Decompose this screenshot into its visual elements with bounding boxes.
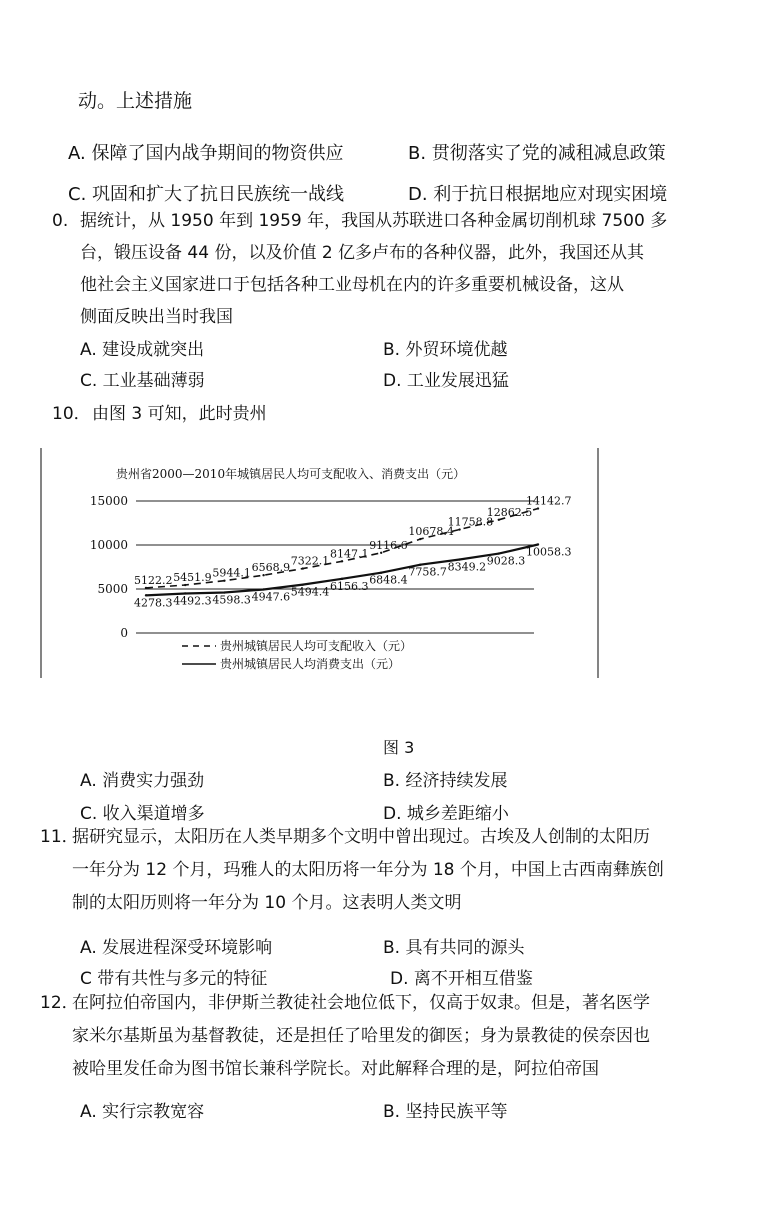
prev-option-a[interactable]: A. 保障了国内战争期间的物资供应: [68, 143, 344, 164]
chart-y-ticks: [90, 494, 128, 640]
income-point-2009: [498, 519, 500, 521]
income-label-2005: 8147.1: [330, 547, 369, 561]
q12-option-a[interactable]: A. 实行宗教宽容: [80, 1102, 205, 1122]
expense-label-2008: 8349.2: [447, 560, 487, 574]
chart-legend: [182, 638, 412, 671]
q12-number: 12．: [40, 993, 79, 1013]
chart-svg: [40, 444, 600, 680]
q11-option-d[interactable]: D. 离不开相互借鉴: [390, 969, 533, 989]
income-point-2006: [380, 552, 382, 554]
income-label-2010: 14142.7: [526, 494, 572, 508]
expense-label-2002: 4598.3: [212, 593, 251, 607]
q10-stem: 由图 3 可知，此时贵州: [92, 404, 267, 424]
prev-option-d[interactable]: D. 利于抗日根据地应对现实困境: [408, 184, 668, 205]
expense-label-2001: 4492.3: [173, 594, 212, 608]
y-tick-label-15000: 15000: [89, 494, 128, 508]
q9-stem-line-1: 据统计，从 1950 年到 1959 年，我国从苏联进口各种金属切削机球 7500 多: [80, 211, 668, 231]
q9-number: 0.: [52, 211, 69, 231]
q11-option-c[interactable]: C 带有共性与多元的特征: [80, 969, 268, 989]
legend-label-expense: 贵州城镇居民人均消费支出（元）: [220, 657, 401, 671]
income-point-2003: [262, 574, 264, 576]
prev-option-c[interactable]: C. 巩固和扩大了抗日民族统一战线: [68, 184, 345, 205]
q9-stem-line-4: 侧面反映出当时我国: [80, 307, 233, 327]
q11-option-a[interactable]: A. 发展进程深受环境影响: [80, 938, 273, 958]
y-tick-label-5000: 5000: [97, 582, 128, 596]
income-label-2009: 12862.5: [486, 505, 533, 519]
income-point-2005: [341, 560, 343, 562]
income-point-2000: [145, 587, 147, 589]
q12-stem-line-3: 被哈里发任命为图书馆长兼科学院长。对此解释合理的是，阿拉伯帝国: [72, 1059, 599, 1079]
q11-option-b[interactable]: B. 具有共同的源头: [383, 938, 525, 958]
q9-option-b[interactable]: B. 外贸环境优越: [383, 340, 508, 360]
expense-label-2010: 10058.3: [526, 545, 572, 559]
legend-label-income: 贵州城镇居民人均可支配收入（元）: [220, 639, 413, 653]
income-label-2002: 5944.1: [212, 566, 251, 580]
income-label-2008: 11758.8: [447, 515, 494, 529]
q11-stem-line-2: 一年分为 12 个月，玛雅人的太阳历将一年分为 18 个月，中国上古西南彝族创: [72, 860, 664, 880]
income-label-2004: 7322.1: [290, 554, 330, 568]
income-point-2002: [223, 579, 225, 581]
expense-label-2005: 6156.3: [330, 579, 369, 593]
q11-stem-line-3: 制的太阳历则将一年分为 10 个月。这表明人类文明: [72, 893, 462, 913]
q12-stem-line-1: 在阿拉伯帝国内，非伊斯兰教徒社会地位低下，仅高于奴隶。但是，著名医学: [72, 993, 650, 1013]
prev-option-b[interactable]: B. 贯彻落实了党的减租减息政策: [408, 143, 666, 164]
q9-stem-line-2: 台，锻压设备 44 份，以及价值 2 亿多卢布的各种仪器，此外，我国还从其: [80, 243, 645, 263]
y-tick-label-10000: 10000: [89, 538, 128, 552]
expense-label-2006: 6848.4: [369, 573, 408, 587]
income-point-2001: [184, 584, 186, 586]
income-point-2007: [419, 538, 421, 540]
q10-number: 10．: [52, 404, 91, 424]
q9-stem-line-3: 他社会主义国家进口于包括各种工业母机在内的许多重要机械设备，这从: [80, 275, 624, 295]
income-point-2004: [302, 567, 304, 569]
q10-option-c[interactable]: C. 收入渠道增多: [80, 804, 205, 824]
q10-option-d[interactable]: D. 城乡差距缩小: [383, 804, 509, 824]
figure-3-chart: [40, 444, 600, 680]
expense-label-2000: 4278.3: [134, 596, 173, 610]
q9-option-a[interactable]: A. 建设成就突出: [80, 340, 205, 360]
income-label-2003: 6568.9: [251, 561, 291, 575]
income-label-2001: 5451.9: [173, 571, 212, 585]
expense-label-2004: 5494.4: [290, 585, 330, 599]
income-label-2000: 5122.2: [134, 573, 173, 587]
q10-option-a[interactable]: A. 消费实力强劲: [80, 771, 205, 791]
q11-stem-line-1: 据研究显示，太阳历在人类早期多个文明中曾出现过。古埃及人创制的太阳历: [72, 827, 650, 847]
income-label-2007: 10678.4: [408, 525, 454, 539]
expense-label-2009: 9028.3: [486, 554, 526, 568]
income-point-2008: [458, 528, 460, 530]
prev-question-continuation: 动。上述措施: [78, 90, 193, 112]
expense-label-2007: 7758.7: [408, 565, 447, 579]
q12-stem-line-2: 家米尔基斯虽为基督教徒，还是担任了哈里发的御医；身为景教徒的侯奈因也: [72, 1026, 650, 1046]
chart-title: 贵州省2000—2010年城镇居民人均可支配收入、消费支出（元）: [116, 467, 466, 481]
q12-option-b[interactable]: B. 坚持民族平等: [383, 1102, 508, 1122]
q9-option-c[interactable]: C. 工业基础薄弱: [80, 371, 205, 391]
expense-label-2003: 4947.6: [251, 590, 291, 604]
income-label-2006: 9116.6: [369, 538, 408, 552]
y-tick-label-0: 0: [120, 626, 128, 640]
income-point-2010: [537, 507, 539, 509]
q10-option-b[interactable]: B. 经济持续发展: [383, 771, 508, 791]
figure-caption: 图 3: [383, 738, 415, 757]
q9-option-d[interactable]: D. 工业发展迅猛: [383, 371, 509, 391]
q11-number: 11．: [40, 827, 79, 847]
